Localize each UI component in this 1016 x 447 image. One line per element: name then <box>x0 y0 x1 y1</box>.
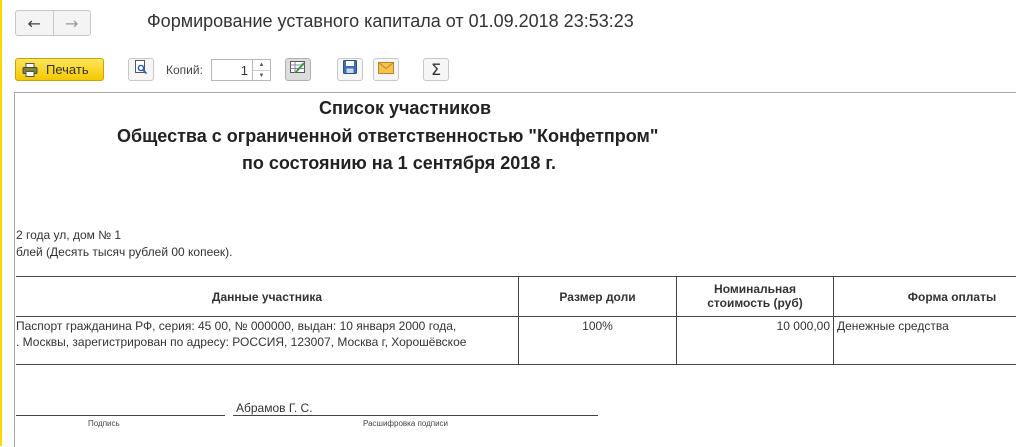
header-participant: Данные участника <box>211 290 323 304</box>
header-payment: Форма оплаты <box>907 290 997 304</box>
page-preview-icon <box>134 60 148 79</box>
copies-spinner[interactable] <box>252 60 270 80</box>
row-nominal: 10 000,00 <box>776 319 830 333</box>
signature-line <box>16 415 225 416</box>
signature-decode-caption: Расшифровка подписи <box>363 419 449 428</box>
sum-button[interactable] <box>423 58 449 81</box>
sigma-icon: Σ <box>430 60 442 79</box>
back-arrow-icon[interactable]: ← <box>27 13 41 33</box>
save-icon <box>343 60 357 79</box>
print-button[interactable] <box>15 58 104 81</box>
preview-button[interactable] <box>128 58 154 81</box>
table-bottom-border <box>16 364 1016 365</box>
edit-table-icon <box>290 60 306 79</box>
save-button[interactable] <box>337 58 363 81</box>
print-button-label: Печать <box>46 62 89 77</box>
window-title: Формирование уставного капитала от 01.09.2018 23:53:23 <box>147 11 634 31</box>
signature-decode-line <box>233 415 598 416</box>
row-share: 100% <box>582 319 613 333</box>
capital-line: блей (Десять тысяч рублей 00 копеек). <box>16 245 233 259</box>
spin-down-icon[interactable]: ▼ <box>258 73 265 79</box>
signature-caption: Подпись <box>88 419 120 428</box>
copies-input[interactable] <box>211 59 271 81</box>
table-top-border <box>16 276 1016 277</box>
signer-name: Абрамов Г. С. <box>236 401 313 415</box>
row-participant-line2: . Москвы, зарегистрирован по адресу: РОССИЯ, 123007, Москва г, Хорошёвское <box>16 335 467 349</box>
document-heading-line2: Общества с ограниченной ответственностью "Конфетпром" <box>117 126 659 146</box>
row-participant-line1: Паспорт гражданина РФ, серия: 45 00, № 000000, выдан: 10 января 2000 года, <box>16 319 457 333</box>
address-line: 2 года ул, дом № 1 <box>16 228 122 242</box>
copies-label: Копий: <box>166 63 203 77</box>
header-nominal-line1: Номинальная <box>714 282 796 296</box>
spin-up-icon[interactable]: ▲ <box>253 60 270 71</box>
header-nominal-line2: стоимость (руб) <box>707 296 803 310</box>
document-heading-line3: по состоянию на 1 сентября 2018 г. <box>242 153 557 173</box>
edit-mode-button[interactable] <box>285 58 311 81</box>
table-header-border <box>16 316 1016 317</box>
printer-icon <box>22 63 38 77</box>
left-accent-strip <box>0 0 2 446</box>
document-heading-line1: Список участников <box>319 98 492 118</box>
row-payment: Денежные средства <box>837 319 949 333</box>
header-share: Размер доли <box>559 290 636 304</box>
envelope-icon <box>378 61 394 79</box>
navigation-buttons <box>15 10 91 36</box>
copies-value: 1 <box>240 63 248 78</box>
forward-arrow-icon[interactable]: → <box>53 11 91 35</box>
send-email-button[interactable] <box>373 58 399 81</box>
